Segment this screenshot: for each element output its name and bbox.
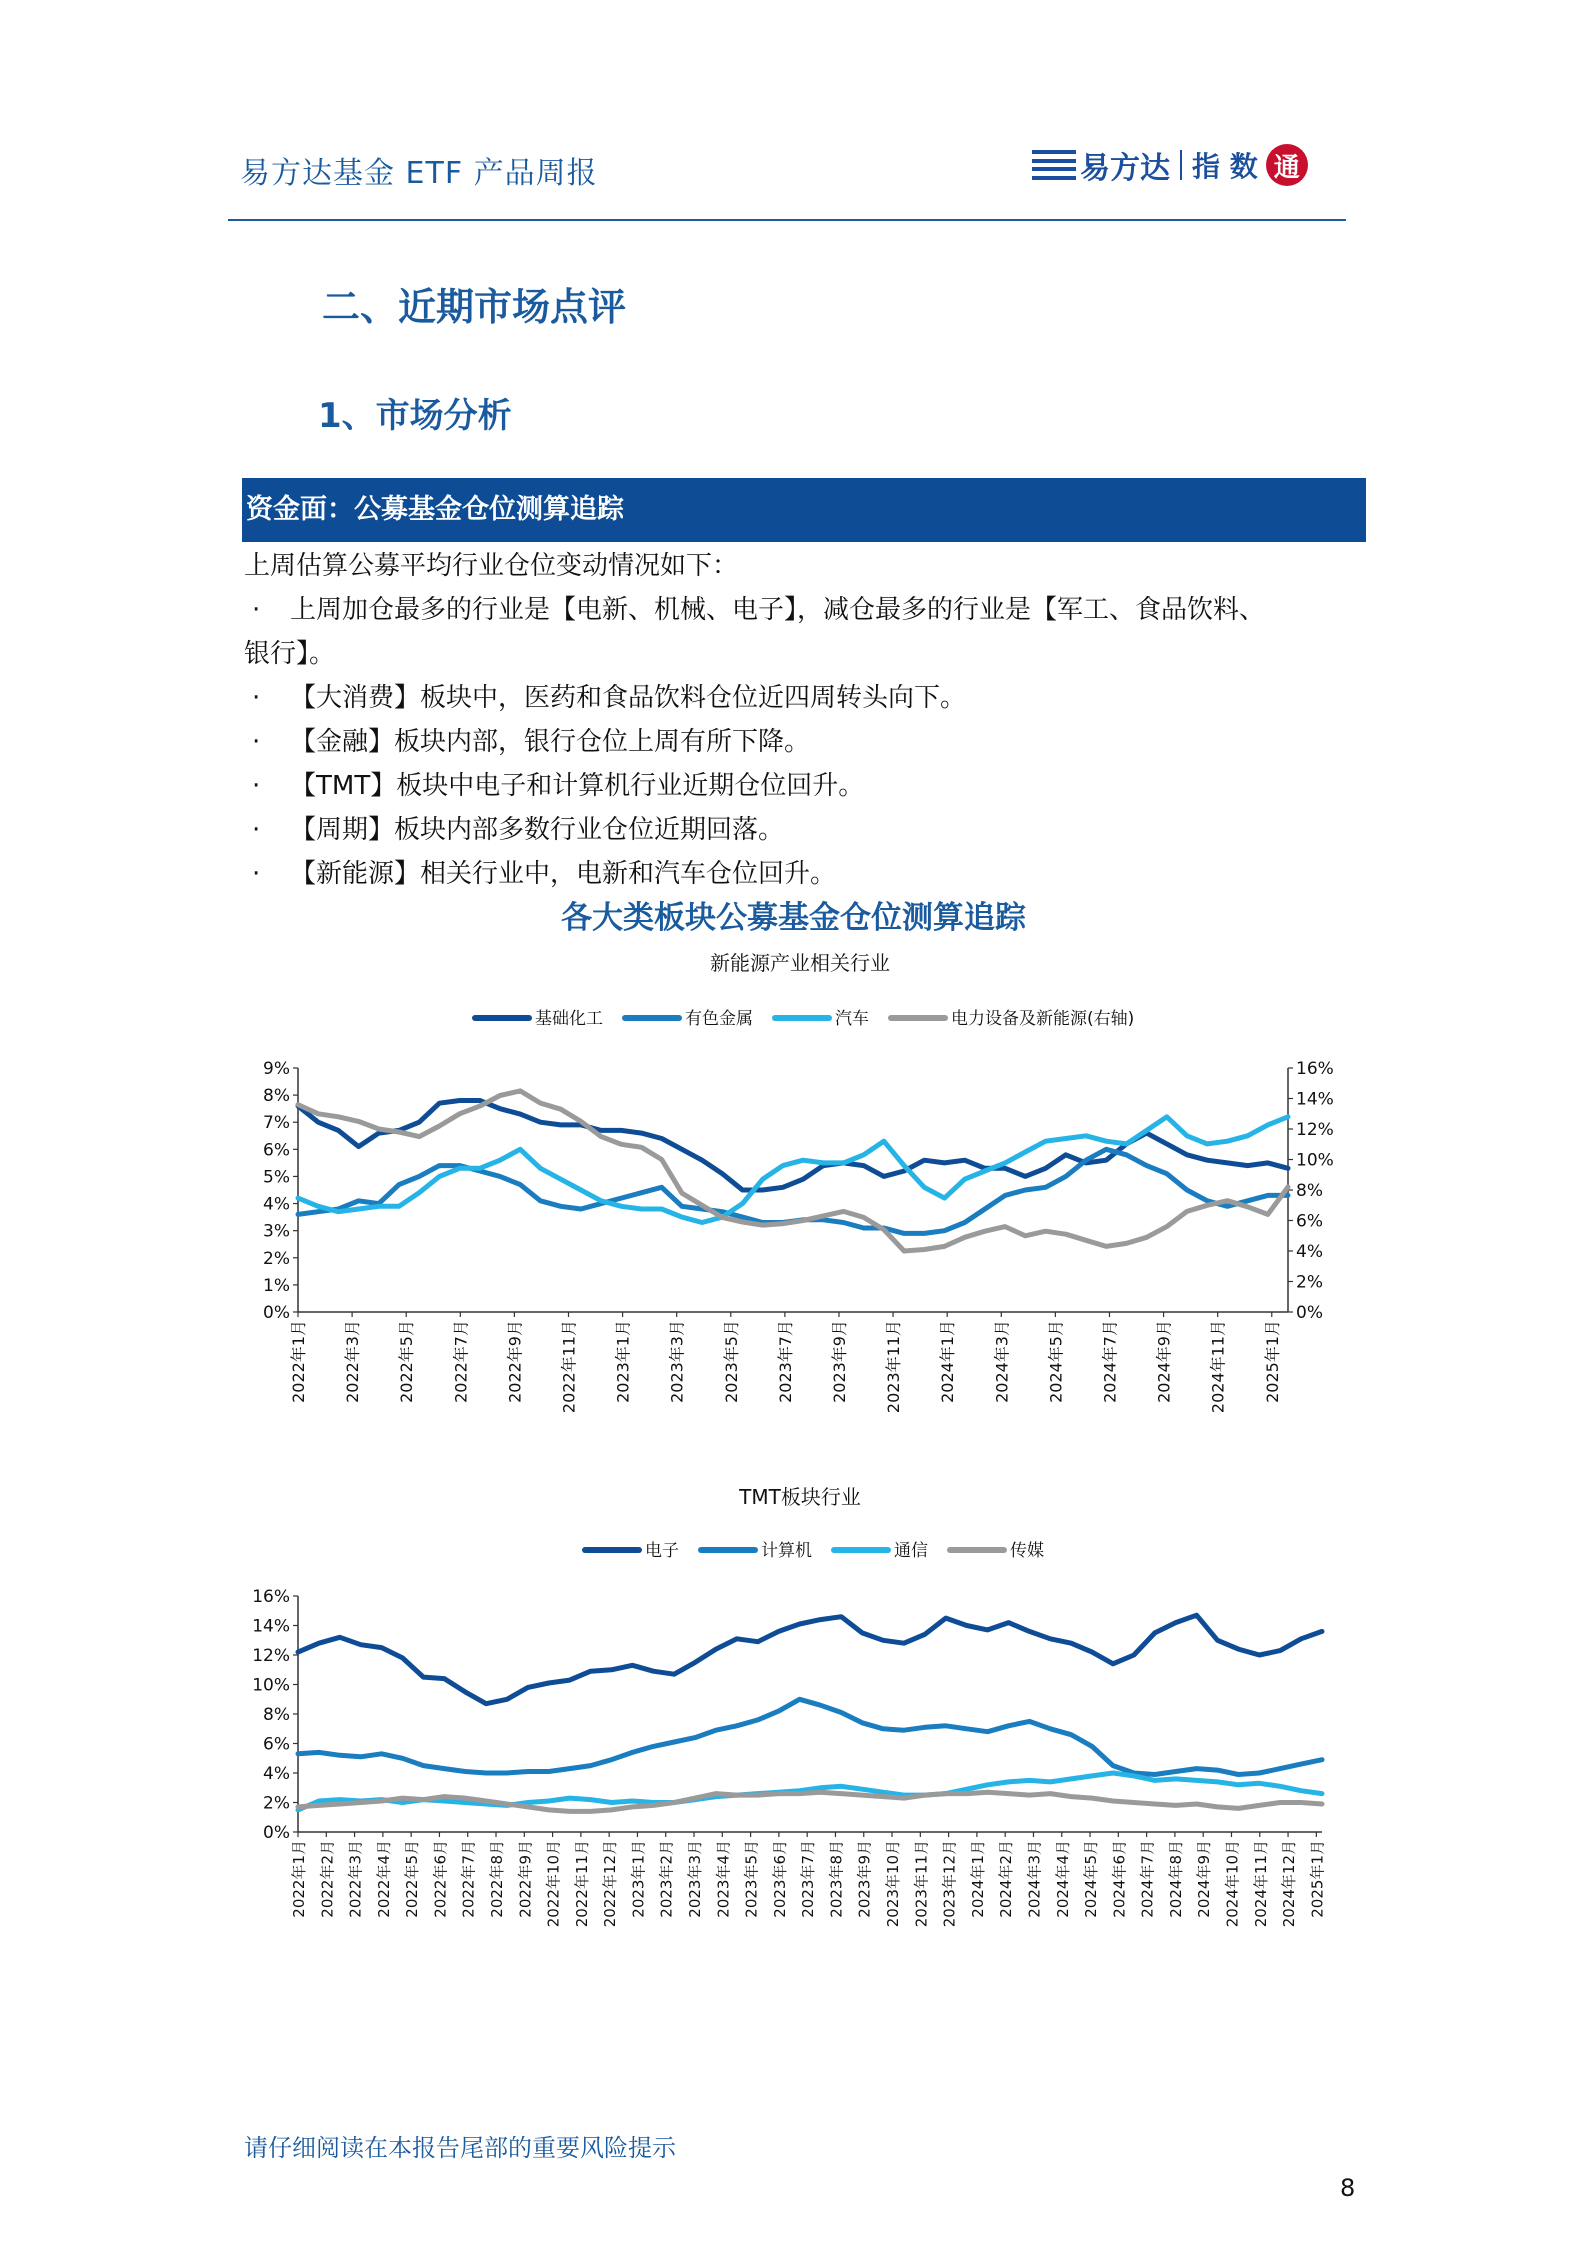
analysis-text bbox=[244, 544, 1364, 896]
x-tick-label: 2024年1月 bbox=[938, 1320, 958, 1403]
chart-title: 新能源产业相关行业 bbox=[710, 951, 890, 975]
x-tick-label: 2023年9月 bbox=[829, 1320, 849, 1403]
legend-label: 基础化工 bbox=[535, 1009, 603, 1029]
x-tick-label: 2023年5月 bbox=[742, 1840, 761, 1918]
x-tick-label: 2023年1月 bbox=[613, 1320, 633, 1403]
header-rule bbox=[228, 219, 1346, 221]
x-tick-label: 2022年1月 bbox=[290, 1840, 308, 1918]
series-line bbox=[298, 1117, 1288, 1223]
page-number: 8 bbox=[1340, 2174, 1356, 2202]
y-tick-label: 10% bbox=[252, 1675, 290, 1696]
y2-tick-label: 2% bbox=[1296, 1272, 1323, 1293]
legend-label: 电子 bbox=[645, 1541, 679, 1561]
y-tick-label: 5% bbox=[263, 1167, 290, 1188]
x-tick-label: 2022年12月 bbox=[601, 1840, 620, 1928]
x-tick-label: 2022年7月 bbox=[459, 1840, 478, 1918]
y-tick-label: 2% bbox=[263, 1793, 290, 1814]
x-tick-label: 2023年11月 bbox=[884, 1320, 904, 1414]
y-tick-label: 4% bbox=[263, 1764, 290, 1784]
report-title: 易方达基金 ETF 产品周报 bbox=[240, 156, 598, 191]
x-tick-label: 2022年8月 bbox=[488, 1840, 507, 1918]
x-tick-label: 2024年8月 bbox=[1166, 1840, 1185, 1918]
y-tick-label: 16% bbox=[252, 1587, 290, 1607]
y-tick-label: 8% bbox=[263, 1086, 290, 1107]
x-tick-label: 2022年10月 bbox=[544, 1840, 563, 1928]
legend-label: 通信 bbox=[894, 1541, 928, 1561]
x-tick-label: 2023年5月 bbox=[721, 1320, 741, 1403]
x-tick-label: 2022年2月 bbox=[318, 1840, 337, 1918]
x-tick-label: 2023年4月 bbox=[714, 1840, 733, 1918]
bullet-dot-icon: · bbox=[252, 771, 261, 801]
x-tick-label: 2024年3月 bbox=[1025, 1840, 1044, 1918]
y-tick-label: 7% bbox=[263, 1113, 290, 1134]
x-tick-label: 2022年11月 bbox=[572, 1840, 591, 1928]
y-tick-label: 0% bbox=[263, 1823, 290, 1843]
bullet-item: · 【TMT】板块中电子和计算机行业近期仓位回升。 bbox=[244, 764, 1364, 808]
logo-index-text: 指 数 bbox=[1192, 150, 1258, 183]
chart-title: TMT板块行业 bbox=[739, 1485, 861, 1509]
y2-tick-label: 12% bbox=[1296, 1120, 1334, 1140]
logo-brand-text: 易方达 bbox=[1080, 151, 1170, 186]
legend-label: 有色金属 bbox=[685, 1009, 753, 1029]
x-tick-label: 2024年5月 bbox=[1046, 1320, 1066, 1403]
x-tick-label: 2024年7月 bbox=[1138, 1840, 1157, 1918]
company-logo bbox=[1032, 140, 1308, 190]
series-line bbox=[298, 1101, 1288, 1191]
risk-footer: 请仔细阅读在本报告尾部的重要风险提示 bbox=[244, 2134, 676, 2162]
x-tick-label: 2022年9月 bbox=[505, 1320, 525, 1403]
x-tick-label: 2022年9月 bbox=[516, 1840, 535, 1918]
y-tick-label: 8% bbox=[263, 1705, 290, 1725]
y-tick-label: 14% bbox=[252, 1616, 290, 1637]
bullet-item: · 【新能源】相关行业中，电新和汽车仓位回升。 bbox=[244, 852, 1364, 896]
x-tick-label: 2023年1月 bbox=[629, 1840, 648, 1918]
x-tick-label: 2022年3月 bbox=[343, 1320, 363, 1403]
y-tick-label: 4% bbox=[263, 1194, 290, 1215]
x-tick-label: 2022年6月 bbox=[431, 1840, 450, 1918]
x-tick-label: 2024年10月 bbox=[1223, 1840, 1242, 1928]
x-tick-label: 2024年1月 bbox=[968, 1840, 987, 1918]
bullet-item: · 【金融】板块内部，银行仓位上周有所下降。 bbox=[244, 720, 1364, 764]
charts-title: 各大类板块公募基金仓位测算追踪 bbox=[561, 900, 1026, 936]
x-tick-label: 2024年3月 bbox=[992, 1320, 1012, 1403]
logo-seal-icon: 通 bbox=[1266, 144, 1308, 186]
y-tick-label: 12% bbox=[252, 1646, 290, 1666]
bullet-dot-icon: · bbox=[252, 595, 261, 625]
x-tick-label: 2024年2月 bbox=[997, 1840, 1016, 1918]
x-tick-label: 2023年2月 bbox=[657, 1840, 676, 1918]
y2-tick-label: 14% bbox=[1296, 1089, 1334, 1110]
x-tick-label: 2024年12月 bbox=[1280, 1840, 1299, 1928]
y-tick-label: 3% bbox=[263, 1221, 290, 1242]
y-tick-label: 6% bbox=[263, 1140, 290, 1161]
x-tick-label: 2023年7月 bbox=[775, 1320, 795, 1403]
x-tick-label: 2025年1月 bbox=[1308, 1840, 1327, 1918]
x-tick-label: 2024年6月 bbox=[1110, 1840, 1129, 1918]
y2-tick-label: 0% bbox=[1296, 1303, 1323, 1323]
y2-tick-label: 6% bbox=[1296, 1211, 1323, 1232]
y-tick-label: 2% bbox=[263, 1248, 290, 1269]
bullet-item: · 【周期】板块内部多数行业仓位近期回落。 bbox=[244, 808, 1364, 852]
y2-tick-label: 4% bbox=[1296, 1242, 1323, 1262]
legend-label: 传媒 bbox=[1010, 1541, 1044, 1561]
bullet-dot-icon: · bbox=[252, 815, 261, 845]
series-line bbox=[298, 1699, 1322, 1774]
x-tick-label: 2023年8月 bbox=[827, 1840, 846, 1918]
legend-label: 电力设备及新能源(右轴) bbox=[951, 1009, 1135, 1029]
legend-label: 汽车 bbox=[835, 1009, 869, 1029]
y2-tick-label: 8% bbox=[1296, 1181, 1323, 1201]
x-tick-label: 2022年4月 bbox=[374, 1840, 393, 1918]
y-tick-label: 9% bbox=[263, 1059, 290, 1079]
y-tick-label: 0% bbox=[263, 1303, 290, 1323]
x-tick-label: 2023年7月 bbox=[799, 1840, 818, 1918]
y-tick-label: 6% bbox=[263, 1734, 290, 1755]
x-tick-label: 2022年7月 bbox=[451, 1320, 471, 1403]
subsection-heading: 1、市场分析 bbox=[318, 396, 512, 436]
bullet-continuation: 银行】。 bbox=[244, 639, 336, 669]
x-tick-label: 2023年12月 bbox=[940, 1840, 959, 1928]
x-tick-label: 2025年1月 bbox=[1262, 1320, 1282, 1403]
bullet-item: · 上周加仓最多的行业是【电新、机械、电子】，减仓最多的行业是【军工、食品饮料、 bbox=[244, 588, 1364, 632]
x-tick-label: 2023年6月 bbox=[770, 1840, 789, 1918]
x-tick-label: 2023年10月 bbox=[884, 1840, 903, 1928]
series-line bbox=[298, 1615, 1322, 1704]
x-tick-label: 2022年11月 bbox=[559, 1320, 579, 1414]
x-tick-label: 2024年9月 bbox=[1195, 1840, 1214, 1918]
logo-divider bbox=[1180, 150, 1182, 180]
legend-label: 计算机 bbox=[761, 1541, 812, 1561]
y-tick-label: 1% bbox=[263, 1275, 290, 1296]
x-tick-label: 2022年3月 bbox=[346, 1840, 365, 1918]
y2-tick-label: 10% bbox=[1296, 1150, 1334, 1171]
bullet-dot-icon: · bbox=[252, 859, 261, 889]
x-tick-label: 2023年3月 bbox=[686, 1840, 705, 1918]
y2-tick-label: 16% bbox=[1296, 1059, 1334, 1079]
x-tick-label: 2024年9月 bbox=[1154, 1320, 1174, 1403]
logo-stripes-icon bbox=[1032, 150, 1076, 180]
x-tick-label: 2024年7月 bbox=[1100, 1320, 1120, 1403]
x-tick-label: 2024年5月 bbox=[1082, 1840, 1101, 1918]
x-tick-label: 2024年11月 bbox=[1251, 1840, 1270, 1928]
x-tick-label: 2022年5月 bbox=[403, 1840, 422, 1918]
x-tick-label: 2022年1月 bbox=[289, 1320, 308, 1403]
bullet-dot-icon: · bbox=[252, 683, 261, 713]
section-heading: 二、近期市场点评 bbox=[322, 285, 627, 329]
tmt-chart bbox=[230, 1480, 1370, 1950]
new-energy-chart bbox=[230, 940, 1370, 1450]
x-tick-label: 2023年9月 bbox=[855, 1840, 874, 1918]
x-tick-label: 2023年3月 bbox=[667, 1320, 687, 1403]
x-tick-label: 2022年5月 bbox=[397, 1320, 417, 1403]
bullet-dot-icon: · bbox=[252, 727, 261, 757]
topic-bar: 资金面：公募基金仓位测算追踪 bbox=[242, 478, 1366, 542]
x-tick-label: 2024年4月 bbox=[1053, 1840, 1072, 1918]
x-tick-label: 2023年11月 bbox=[912, 1840, 931, 1928]
bullet-item: · 【大消费】板块中，医药和食品饮料仓位近四周转头向下。 bbox=[244, 676, 1364, 720]
intro-line: 上周估算公募平均行业仓位变动情况如下： bbox=[244, 551, 739, 581]
x-tick-label: 2024年11月 bbox=[1208, 1320, 1228, 1414]
